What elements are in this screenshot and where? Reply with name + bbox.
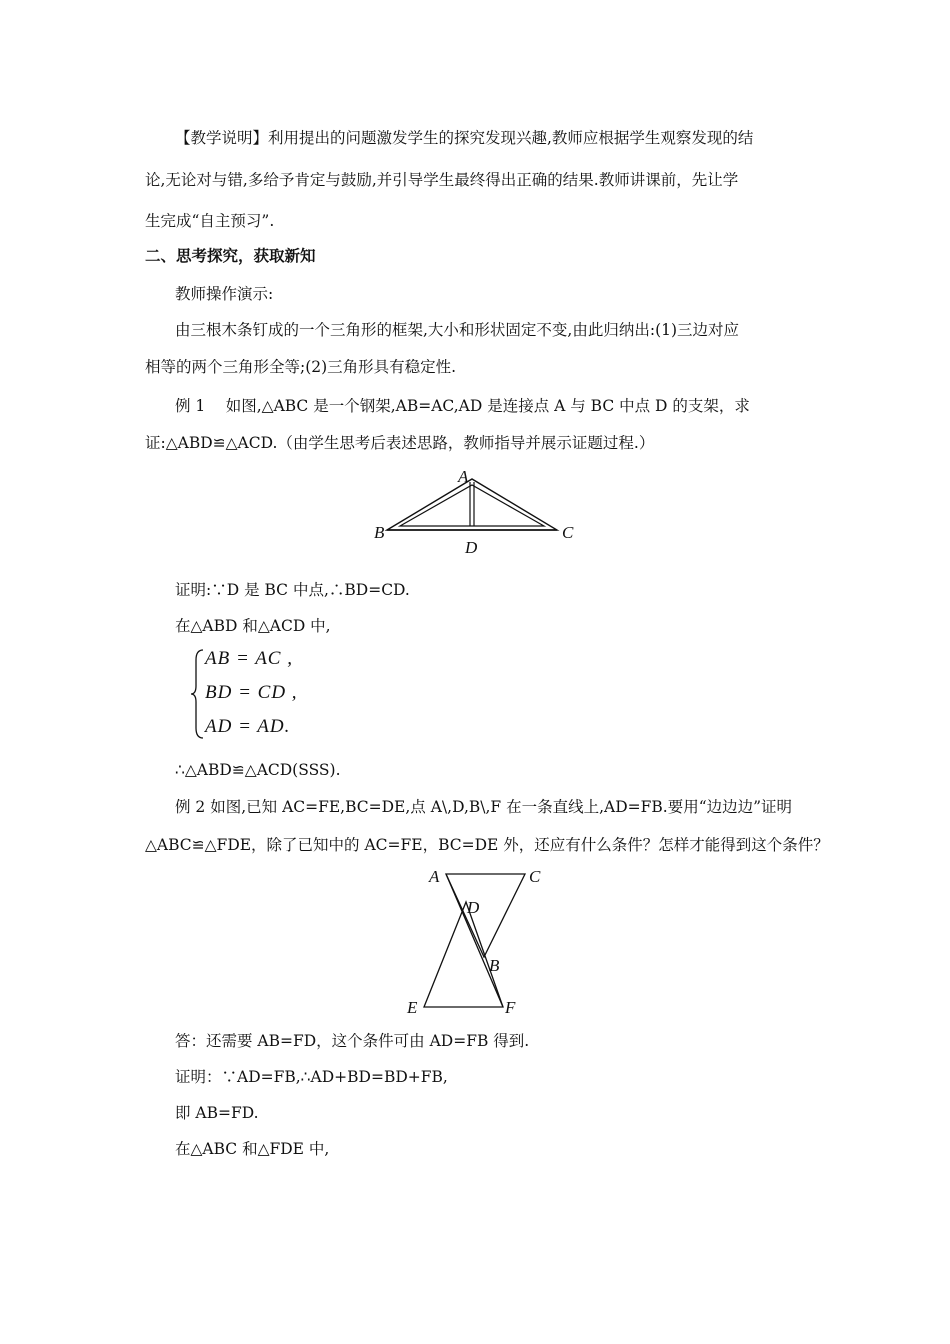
figure1-label-d: D xyxy=(465,538,478,557)
figure2-label-d: D xyxy=(467,898,480,917)
demo-intro: 教师操作演示: xyxy=(175,285,274,303)
proof2-line-2: 即 AB=FD. xyxy=(175,1104,259,1122)
example1-line-2: 证:△ABD≌△ACD.（由学生思考后表述思路，教师指导并展示证题过程.） xyxy=(145,434,655,452)
demo-text-line-1: 由三根木条钉成的一个三角形的框架,大小和形状固定不变,由此归纳出:(1)三边对应 xyxy=(175,321,740,339)
equation-1: AB = AC , xyxy=(205,648,293,669)
example2-line-1: 例 2 如图,已知 AC=FE,BC=DE,点 A\,D,B\,F 在一条直线上,AD=FB.要用“边边边”证明 xyxy=(175,798,793,816)
equation-brace xyxy=(190,648,206,740)
example2-line-2: △ABC≌△FDE，除了已知中的 AC=FE，BC=DE 外，还应有什么条件？怎样才能得到这个条件？ xyxy=(145,836,829,854)
figure2-label-f: F xyxy=(505,998,516,1017)
answer-line: 答：还需要 AB=FD，这个条件可由 AD=FB 得到. xyxy=(175,1032,530,1050)
teaching-note-line-2: 论,无论对与错,多给予肯定与鼓励,并引导学生最终得出正确的结果.教师讲课前，先让学 xyxy=(145,171,739,189)
equation-3: AD = AD. xyxy=(205,716,291,737)
proof2-line-3: 在△ABC 和△FDE 中, xyxy=(175,1140,330,1158)
equation-2: BD = CD , xyxy=(205,682,298,703)
proof2-line-1: 证明：∵AD=FB,∴AD+BD=BD+FB, xyxy=(175,1068,448,1086)
figure-steel-frame xyxy=(360,462,590,562)
example1-line-1: 例 1 如图,△ABC 是一个钢架,AB=AC,AD 是连接点 A 与 BC 中点 D 的支架，求 xyxy=(175,397,750,415)
teaching-note-line-3: 生完成“自主预习”. xyxy=(145,212,275,230)
demo-text-line-2: 相等的两个三角形全等;(2)三角形具有稳定性. xyxy=(145,358,457,376)
figure2-label-b: B xyxy=(489,956,500,975)
proof1-line-1: 证明:∵D 是 BC 中点,∴BD=CD. xyxy=(175,581,410,599)
figure2-label-a: A xyxy=(429,867,440,886)
proof1-line-2: 在△ABD 和△ACD 中, xyxy=(175,617,331,635)
figure2-label-e: E xyxy=(407,998,418,1017)
figure-crossing-triangles xyxy=(400,862,550,1020)
figure1-label-a: A xyxy=(458,467,469,486)
figure1-label-c: C xyxy=(562,523,574,542)
figure1-label-b: B xyxy=(374,523,385,542)
figure2-label-c: C xyxy=(529,867,541,886)
proof1-conclusion: ∴△ABD≌△ACD(SSS). xyxy=(175,761,341,779)
section-heading: 二、思考探究，获取新知 xyxy=(145,247,316,265)
teaching-note-line-1: 【教学说明】利用提出的问题激发学生的探究发现兴趣,教师应根据学生观察发现的结 xyxy=(175,129,754,147)
